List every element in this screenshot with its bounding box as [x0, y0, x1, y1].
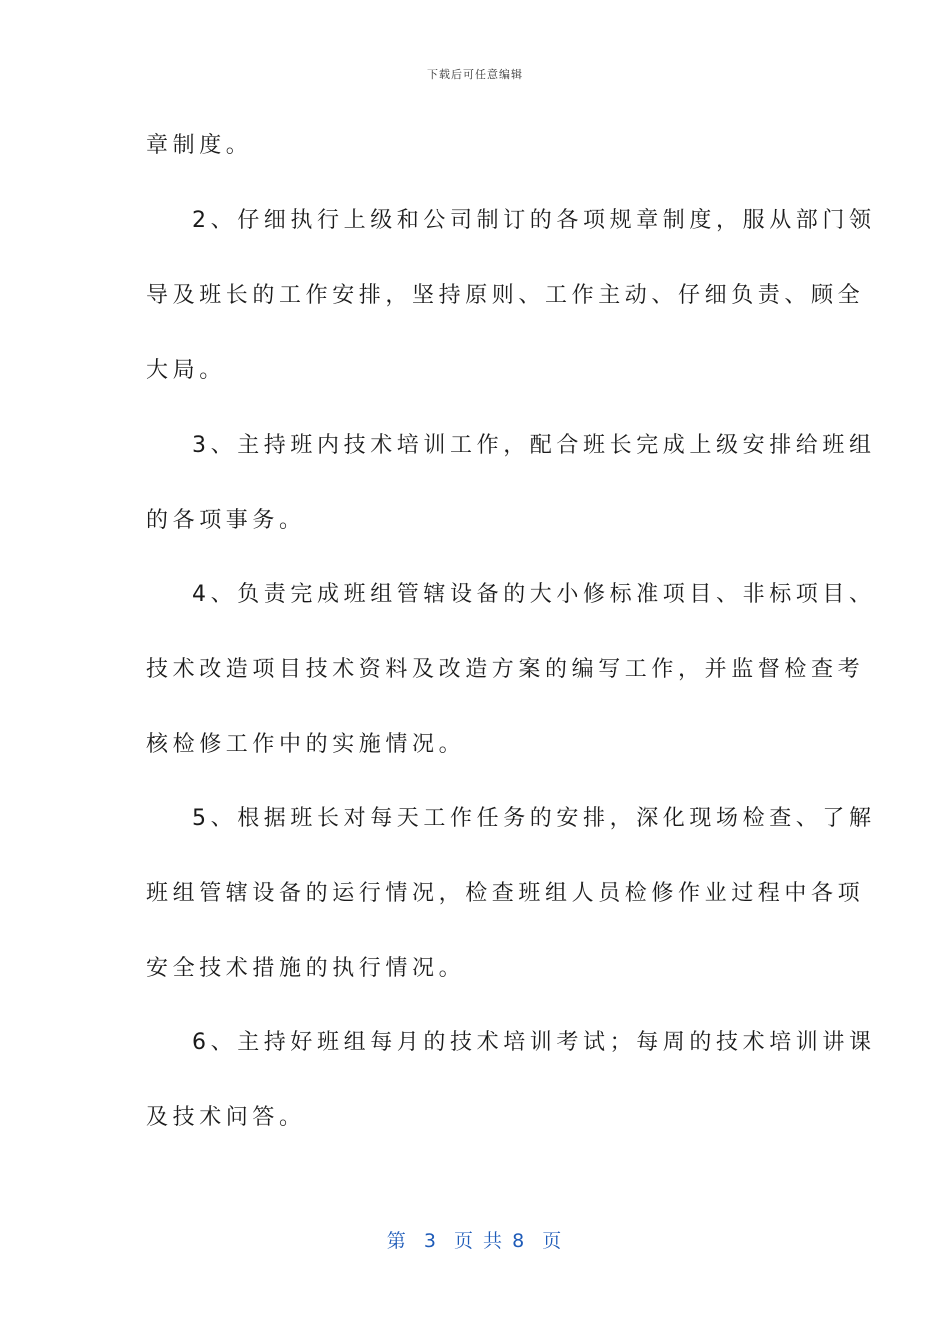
text-line: 6、主持好班组每月的技术培训考试；每周的技术培训讲课: [192, 1030, 876, 1055]
text-line: 安全技术措施的执行情况。: [146, 956, 466, 981]
text-line: 技术改造项目技术资料及改造方案的编写工作，并监督检查考: [146, 657, 865, 682]
page-number: 第 3 页 共 8 页: [386, 1230, 564, 1252]
header-note: 下载后可任意编辑: [427, 68, 523, 81]
text-line: 导及班长的工作安排，坚持原则、工作主动、仔细负责、顾全: [146, 283, 865, 308]
text-line: 章制度。: [146, 133, 253, 158]
text-line: 班组管辖设备的运行情况，检查班组人员检修作业过程中各项: [146, 881, 865, 906]
text-line: 3、主持班内技术培训工作，配合班长完成上级安排给班组: [192, 433, 876, 458]
text-line: 4、负责完成班组管辖设备的大小修标准项目、非标项目、: [192, 582, 876, 607]
text-line: 2、仔细执行上级和公司制订的各项规章制度，服从部门领: [192, 208, 876, 233]
text-line: 5、根据班长对每天工作任务的安排，深化现场检查、了解: [192, 806, 876, 831]
text-line: 及技术问答。: [146, 1105, 306, 1130]
text-line: 大局。: [146, 358, 226, 383]
text-line: 核检修工作中的实施情况。: [146, 732, 466, 757]
text-line: 的各项事务。: [146, 508, 306, 533]
